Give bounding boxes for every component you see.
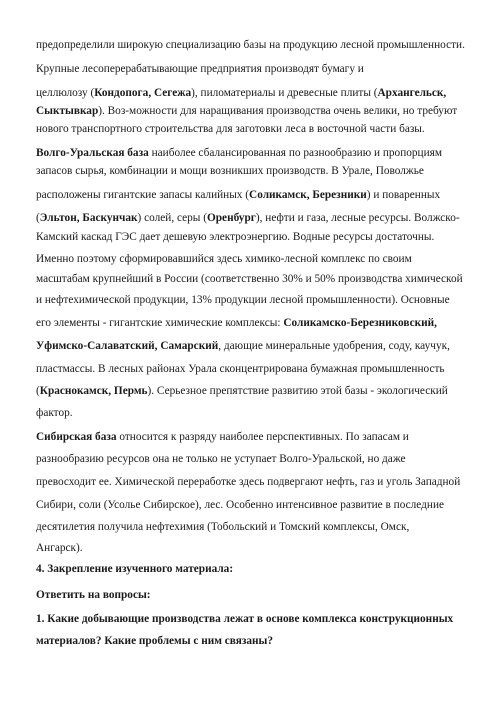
- text-line: [36, 104, 476, 118]
- bold-text-run: Архангельск,: [377, 87, 447, 99]
- text-line: [36, 272, 476, 286]
- bold-text-run: материалов? Какие проблемы с ним связаны?: [36, 635, 274, 647]
- text-line: [36, 430, 476, 444]
- text-line: [36, 188, 476, 202]
- text-run: его элементы - гигантские химические комплексы:: [36, 317, 284, 329]
- bold-text-run: Кондопога, Сегежа: [94, 87, 192, 99]
- text-line: [36, 38, 476, 52]
- text-line: [36, 211, 476, 225]
- text-run: расположены гигантские запасы калийных (: [36, 189, 250, 201]
- text-run: Сибири, соли (Усолье Сибирское), лес. Особенно интенсивное развитие в последние: [36, 499, 445, 511]
- bold-text-run: 4. Закрепление изученного материала:: [36, 563, 234, 575]
- text-line: [36, 588, 476, 602]
- bold-text-run: Волго-Уральская база: [36, 147, 149, 159]
- text-line: [36, 384, 476, 398]
- text-line: [36, 406, 476, 420]
- text-run: ). Воз-можности для наращивания производства очень велики, но требуют: [98, 105, 458, 117]
- text-run: масштабам крупнейший в России (соответственно 30% и 50% производства химической: [36, 273, 463, 285]
- text-run: пластмассы. В лесных районах Урала сконцентрирована бумажная промышленность: [36, 363, 445, 375]
- text-run: Камский каскад ГЭС дает дешевую электроэнергию. Водные ресурсы достаточны.: [36, 231, 435, 243]
- text-line: [36, 252, 476, 266]
- text-run: десятилетия получила нефтехимия (Тобольский и Томский комплексы, Омск,: [36, 521, 410, 533]
- bold-text-run: Соликамско-Березниковский,: [283, 317, 437, 329]
- text-run: разнообразию ресурсов она не только не уступает Волго-Уральской, но даже: [36, 453, 406, 465]
- text-line: [36, 316, 476, 330]
- text-line: [36, 122, 476, 136]
- text-run: наиболее сбалансированная по разнообразию и пропорциям: [148, 147, 442, 159]
- text-line: [36, 498, 476, 512]
- text-run: (: [36, 212, 40, 224]
- text-run: ), пиломатериалы и древесные плиты (: [191, 87, 378, 99]
- text-line: [36, 520, 476, 534]
- text-run: ), нефти и газа, лесные ресурсы. Волжско-: [255, 212, 460, 224]
- bold-text-run: Сибирская база: [36, 431, 117, 443]
- text-line: [36, 293, 476, 307]
- text-line: [36, 62, 476, 76]
- text-line: [36, 86, 476, 100]
- text-line: [36, 634, 476, 648]
- text-line: [36, 146, 476, 160]
- text-run: предопределили широкую специализацию базы на продукцию лесной промышленности.: [36, 39, 465, 51]
- text-run: (: [36, 385, 40, 397]
- text-run: и нефтехимической продукции, 13% продукции лесной промышленности). Основные: [36, 294, 450, 306]
- bold-text-run: Краснокамск, Пермь: [39, 385, 148, 397]
- text-line: [36, 612, 476, 626]
- text-run: ) солей, серы (: [137, 212, 207, 224]
- bold-text-run: Уфимско-Салаватский, Самарский: [36, 340, 219, 352]
- text-run: ). Серьезное препятствие развитию этой базы - экологический: [147, 385, 448, 397]
- bold-text-run: Эльтон, Баскунчак: [39, 212, 138, 224]
- text-run: Ангарск).: [36, 542, 83, 554]
- bold-text-run: Оренбург: [206, 212, 256, 224]
- text-run: относится к разряду наиболее перспективных. По запасам и: [116, 431, 409, 443]
- text-run: фактор.: [36, 407, 73, 419]
- text-run: целлюлозу (: [36, 87, 95, 99]
- text-run: Именно поэтому сформировавшийся здесь химико-лесной комплекс по своим: [36, 253, 412, 265]
- bold-text-run: Сыктывкар: [36, 105, 99, 117]
- text-run: нового транспортного строительства для заготовки леса в восточной части базы.: [36, 123, 425, 135]
- text-run: ) и поваренных: [366, 189, 441, 201]
- bold-text-run: Ответить на вопросы:: [36, 589, 151, 601]
- text-line: [36, 164, 476, 178]
- bold-text-run: Соликамск, Березники: [249, 189, 367, 201]
- text-run: запасов сырья, комбинации и мощи возникших производств. В Урале, Поволжье: [36, 165, 424, 177]
- text-line: [36, 541, 476, 555]
- text-line: [36, 339, 476, 353]
- text-run: Крупные лесоперерабатывающие предприятия производят бумагу и: [36, 63, 364, 75]
- text-line: [36, 562, 476, 576]
- bold-text-run: 1. Какие добывающие производства лежат в основе комплекса конструкционных: [36, 613, 454, 625]
- text-run: превосходит ее. Химической переработке здесь подвергают нефть, газ и уголь Западной: [36, 476, 461, 488]
- text-line: [36, 362, 476, 376]
- text-line: [36, 230, 476, 244]
- text-line: [36, 475, 476, 489]
- text-line: [36, 452, 476, 466]
- text-run: , дающие минеральные удобрения, соду, каучук,: [218, 340, 450, 352]
